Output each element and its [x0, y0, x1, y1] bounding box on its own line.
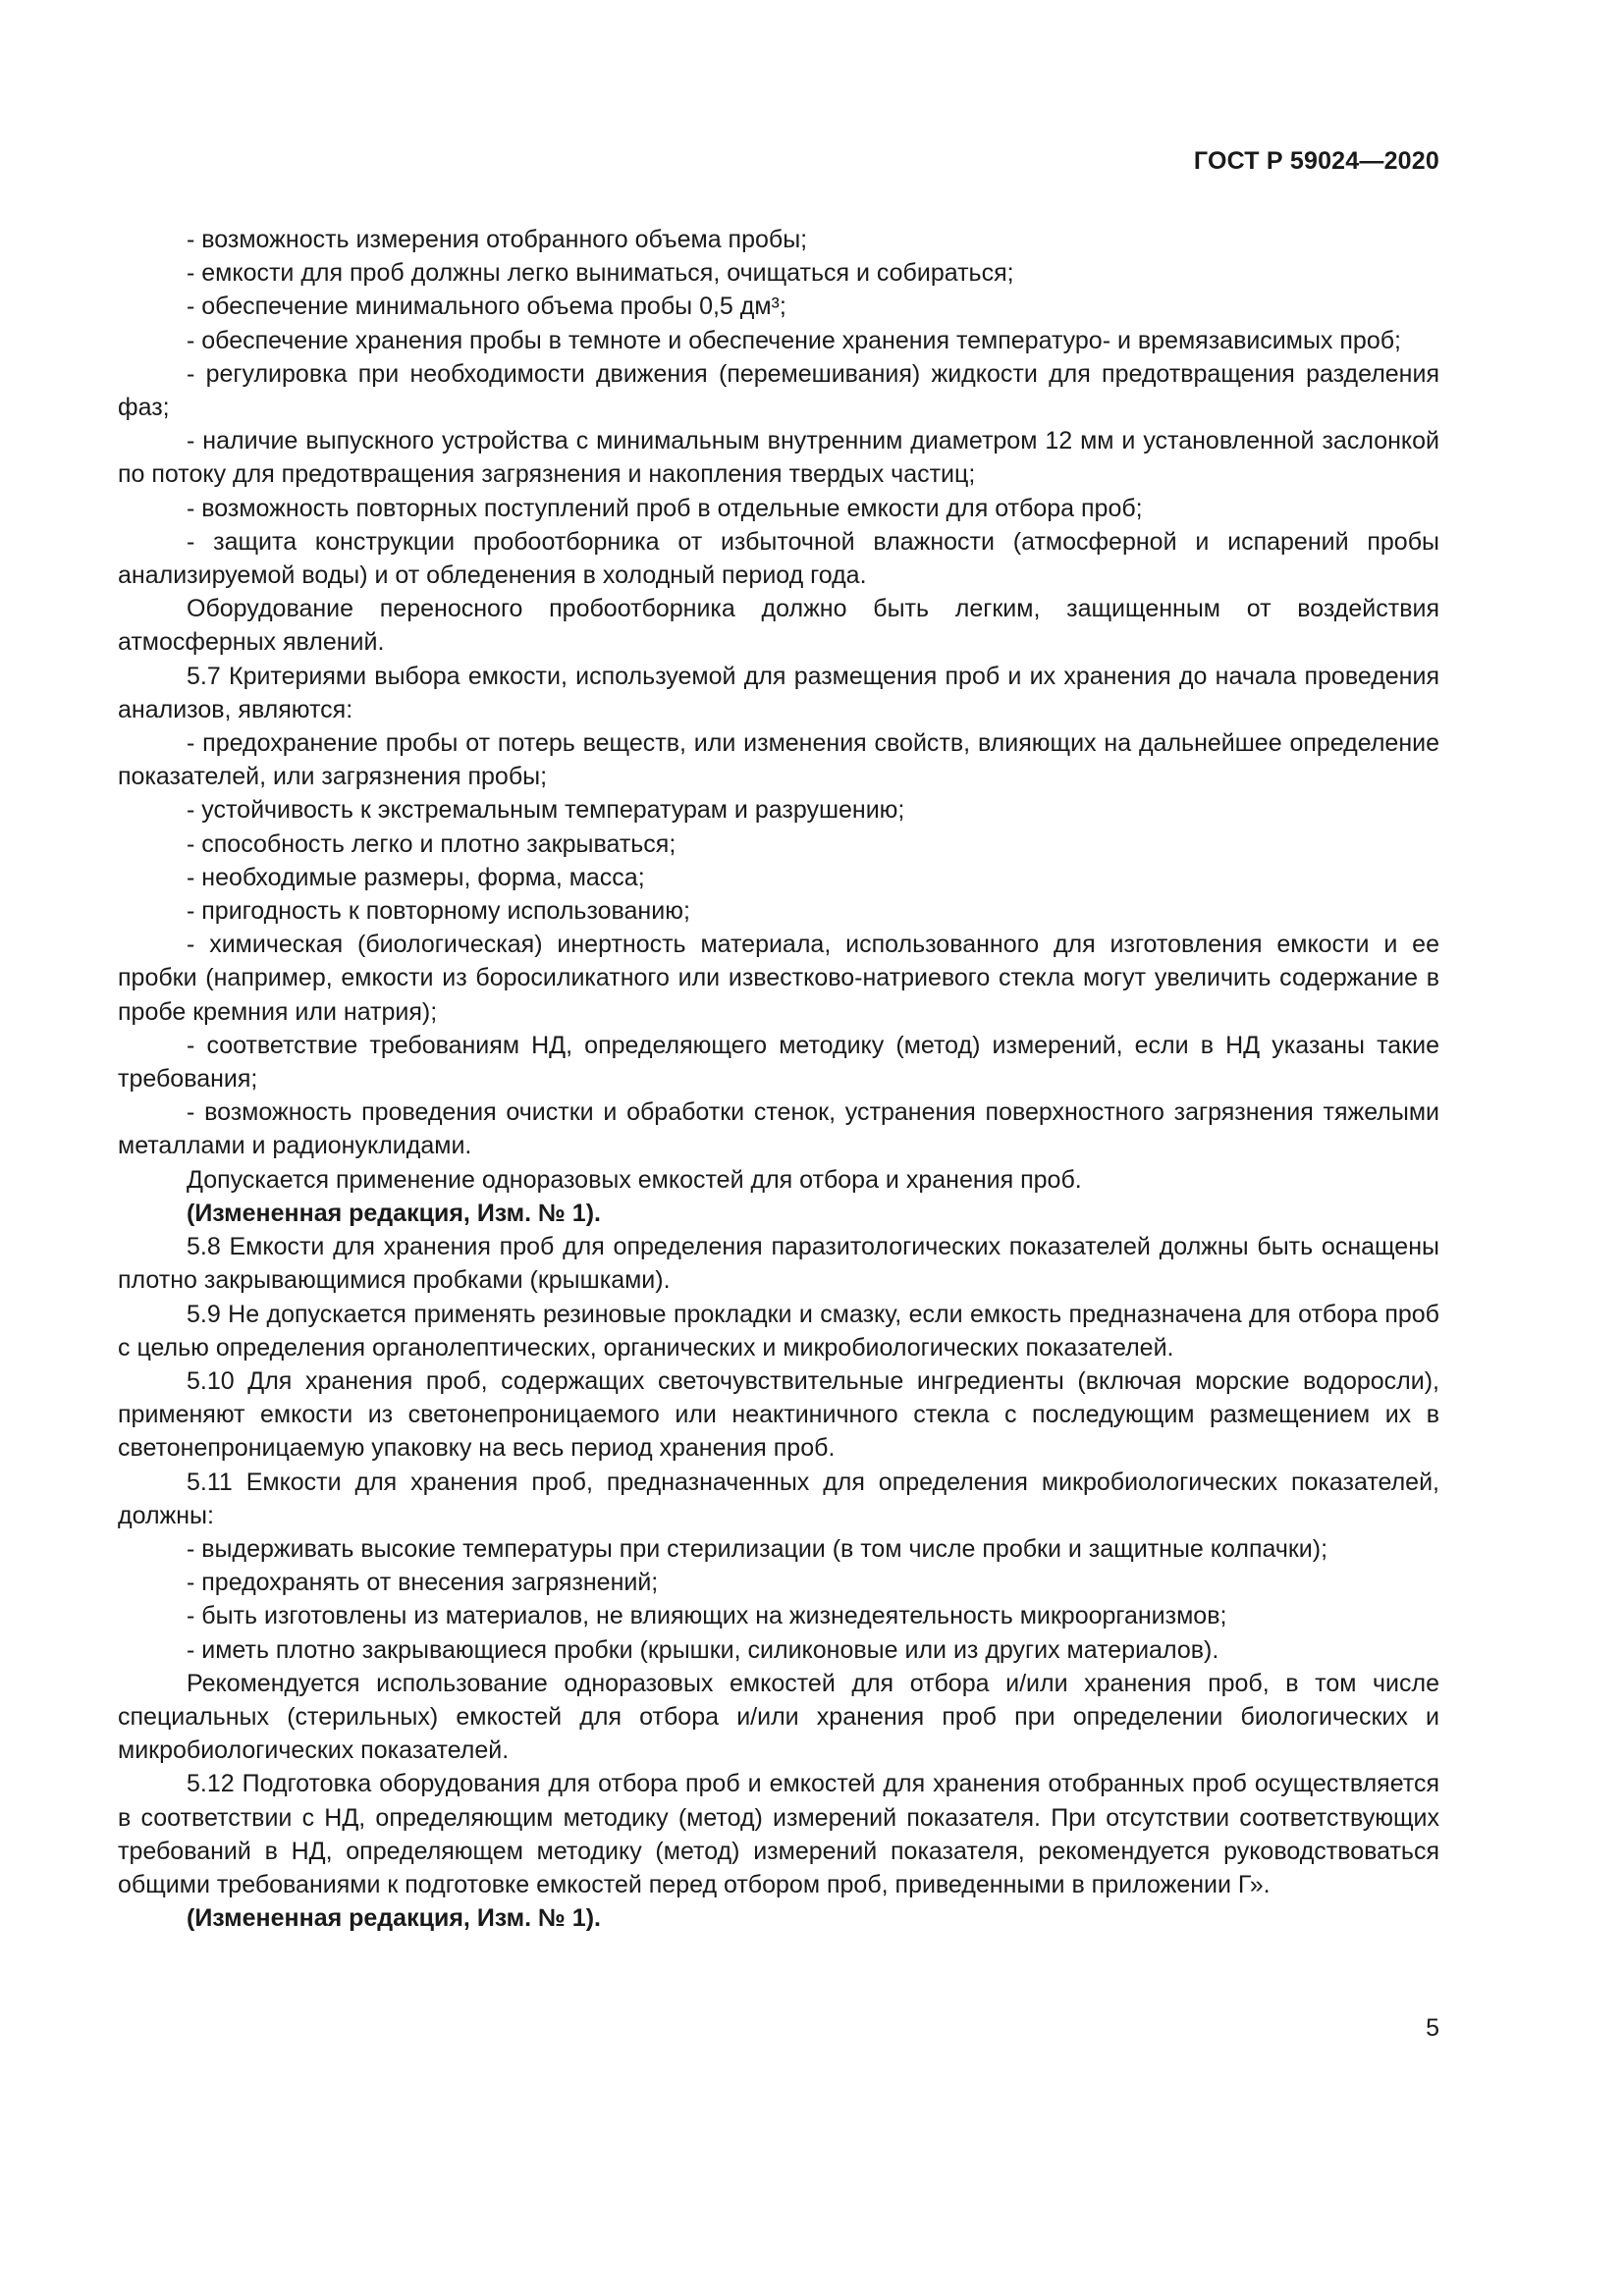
paragraph: Допускается применение одноразовых емкостей для отбора и хранения проб.	[187, 1165, 1082, 1194]
paragraph: 5.9 Не допускается применять резиновые прокладки и смазку, если емкость предназначена для отбора проб с целью определения органолептических, органических и микробиологических показателей.	[118, 1300, 1439, 1362]
paragraph: - наличие выпускного устройства с минимальным внутренним диаметром 12 мм и установленной заслонкой по потоку для предотвращения загрязнения и накопления твердых частиц;	[118, 427, 1439, 489]
paragraph: - соответствие требованиям НД, определяющего методику (метод) измерений, если в НД указаны такие требования;	[118, 1031, 1439, 1094]
paragraph: 5.8 Емкости для хранения проб для определения паразитологических показателей должны быть оснащены плотно закрывающимися пробками (крышками).	[118, 1233, 1439, 1295]
paragraph: 5.10 Для хранения проб, содержащих светочувствительные ингредиенты (включая морские водоросли), применяют емкости из светонепроницаемого или неактиничного стекла с последующим размещением их в светонепроницаемую упаковку на весь период хранения проб.	[118, 1366, 1439, 1463]
paragraph: - регулировка при необходимости движения (перемешивания) жидкости для предотвращения разделения фаз;	[118, 359, 1439, 422]
paragraph: - предохранять от внесения загрязнений;	[187, 1569, 659, 1597]
amendment-note: (Измененная редакция, Изм. № 1).	[187, 1199, 601, 1227]
paragraph: - устойчивость к экстремальным температурам и разрушению;	[187, 796, 905, 825]
paragraph: - возможность измерения отобранного объема пробы;	[187, 226, 808, 253]
paragraph: - обеспечение хранения пробы в темноте и обеспечение хранения температуро- и времязависимых проб;	[187, 326, 1401, 354]
amendment-note: (Измененная редакция, Изм. № 1).	[187, 1904, 601, 1933]
paragraph: - иметь плотно закрывающиеся пробки (крышки, силиконовые или из других материалов).	[187, 1635, 1219, 1664]
paragraph: - выдерживать высокие температуры при стерилизации (в том числе пробки и защитные колпачки);	[187, 1534, 1328, 1563]
paragraph: - предохранение пробы от потерь веществ, или изменения свойств, влияющих на дальнейшее определение показателей, или загрязнения пробы;	[118, 729, 1439, 791]
paragraph: - необходимые размеры, форма, масса;	[187, 863, 645, 891]
paragraph: - быть изготовлены из материалов, не влияющих на жизнедеятельность микроорганизмов;	[187, 1602, 1227, 1630]
paragraph: - химическая (биологическая) инертность материала, использованного для изготовления емкости и ее пробки (например, емкости из боросиликатного или известково-натриевого стекла могут увеличить содержание в пробе кремния или натрия);	[118, 931, 1439, 1026]
document-body	[118, 223, 1439, 1935]
page-number: 5	[1426, 2014, 1439, 2042]
paragraph: - пригодность к повторному использованию;	[187, 897, 690, 926]
paragraph: - защита конструкции пробоотборника от избыточной влажности (атмосферной и испарений пробы анализируемой воды) и от обледенения в холодный период года.	[118, 527, 1439, 590]
paragraph: 5.11 Емкости для хранения проб, предназначенных для определения микробиологических показателей, должны:	[118, 1468, 1439, 1529]
paragraph: - емкости для проб должны легко выниматься, очищаться и собираться;	[187, 259, 1014, 288]
paragraph: 5.12 Подготовка оборудования для отбора проб и емкостей для хранения отобранных проб осуществляется в соответствии с НД, определяющим методику (метод) измерений показателя. При отсутствии соответствующих требований в НД, определяющем методику (метод) измерений показателя, рекомендуется руководствоваться общими требованиями к подготовке емкостей перед отбором проб, приведенными в приложении Г».	[118, 1770, 1439, 1898]
paragraph: - обеспечение минимального объема пробы 0,5 дм³;	[187, 293, 786, 321]
paragraph: 5.7 Критериями выбора емкости, используемой для размещения проб и их хранения до начала проведения анализов, являются:	[118, 662, 1439, 723]
paragraph: - возможность проведения очистки и обработки стенок, устранения поверхностного загрязнения тяжелыми металлами и радионуклидами.	[118, 1098, 1439, 1160]
document-code: ГОСТ Р 59024—2020	[1193, 147, 1439, 175]
paragraph: Рекомендуется использование одноразовых емкостей для отбора и/или хранения проб, в том числе специальных (стерильных) емкостей для отбора и/или хранения проб при определении биологических и микробиологических показателей.	[118, 1669, 1439, 1765]
paragraph: - способность легко и плотно закрываться;	[187, 829, 677, 858]
paragraph: - возможность повторных поступлений проб в отдельные емкости для отбора проб;	[187, 494, 1143, 522]
paragraph: Оборудование переносного пробоотборника должно быть легким, защищенным от воздействия атмосферных явлений.	[118, 595, 1439, 657]
